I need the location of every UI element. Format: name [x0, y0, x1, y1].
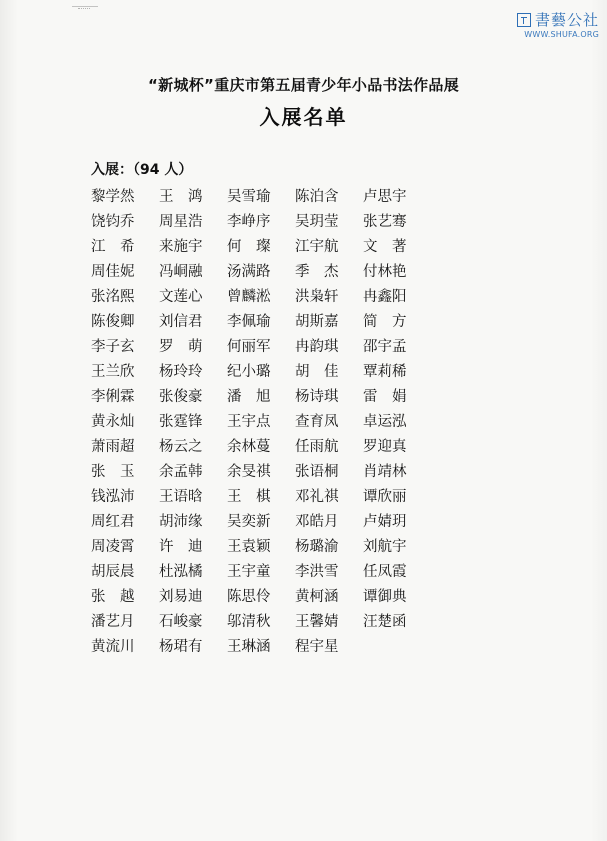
name-row [91, 259, 451, 284]
name-row [91, 609, 451, 634]
entrant-name: 付林艳 [363, 263, 407, 280]
entrant-name: 张 玉 [91, 463, 135, 480]
entrant-name: 杨珺有 [159, 638, 203, 655]
name-row [91, 559, 451, 584]
entrant-name: 王 鸿 [159, 188, 203, 205]
entrant-name: 简 方 [363, 313, 407, 330]
entrant-name: 谭欣丽 [363, 488, 407, 505]
name-row [91, 334, 451, 359]
name-row [91, 584, 451, 609]
entrant-name: 谭御典 [363, 588, 407, 605]
entrant-name: 文 著 [363, 238, 407, 255]
entrant-name: 王琳涵 [227, 638, 271, 655]
name-row [91, 634, 451, 659]
entrant-name: 胡斯嘉 [295, 313, 339, 330]
entrant-name: 李峥序 [227, 213, 271, 230]
entrant-name: 吴玥莹 [295, 213, 339, 230]
list-title: 入展名单 [259, 105, 348, 129]
entrant-name: 文莲心 [159, 288, 203, 305]
entrant-name: 余旻祺 [227, 463, 271, 480]
event-title: “新城杯”重庆市第五届青少年小品书法作品展 [147, 76, 460, 94]
entrant-name: 余孟韩 [159, 463, 203, 480]
entrant-name: 江宇航 [295, 238, 339, 255]
entrant-name: 任凤霞 [363, 563, 407, 580]
entrant-name: 曾麟淞 [227, 288, 271, 305]
entrant-name: 杨玲玲 [159, 363, 203, 380]
shufa-watermark [487, 10, 599, 40]
entrant-name: 雷 娟 [363, 388, 407, 405]
name-row [91, 434, 451, 459]
entrant-name: 陈俊卿 [91, 313, 135, 330]
entrant-name: 余林蔓 [227, 438, 271, 455]
entrant-name: 江 希 [91, 238, 135, 255]
entrant-name: 汤满路 [227, 263, 271, 280]
entrant-name: 何丽军 [227, 338, 271, 355]
entrant-name: 卢婧玥 [363, 513, 407, 530]
entrant-name: 杜泓橘 [159, 563, 203, 580]
name-row [91, 184, 451, 209]
entrant-name: 刘航宇 [363, 538, 407, 555]
entrant-name: 邬清秋 [227, 613, 271, 630]
entrant-name: 汪楚函 [363, 613, 407, 630]
entrant-name: 周星浩 [159, 213, 203, 230]
entrant-name: 王 棋 [227, 488, 271, 505]
entrant-name: 王语晗 [159, 488, 203, 505]
entrant-name: 黄柯涵 [295, 588, 339, 605]
entrant-name: 周佳妮 [91, 263, 135, 280]
entrant-name: 张语桐 [295, 463, 339, 480]
name-row [91, 384, 451, 409]
entrant-name: 萧雨超 [91, 438, 135, 455]
entrant-name: 饶钧乔 [91, 213, 135, 230]
entrant-name: 潘 旭 [227, 388, 271, 405]
entrant-name: 潘艺月 [91, 613, 135, 630]
entrant-name: 程宇星 [295, 638, 339, 655]
entrant-name: 邵宇孟 [363, 338, 407, 355]
entrant-name: 纪小璐 [227, 363, 271, 380]
entrant-name: 覃莉稀 [363, 363, 407, 380]
entrant-name: 邓皓月 [295, 513, 339, 530]
entrant-name: 李俐霖 [91, 388, 135, 405]
entrant-name: 张俊豪 [159, 388, 203, 405]
entrant-name: 刘易迪 [159, 588, 203, 605]
entrant-name: 胡沛缘 [159, 513, 203, 530]
entrant-name: 李佩瑜 [227, 313, 271, 330]
entrant-name: 李子玄 [91, 338, 135, 355]
entrant-name: 洪枭轩 [295, 288, 339, 305]
entrant-name: 杨璐渝 [295, 538, 339, 555]
entrant-name: 张艺骞 [363, 213, 407, 230]
entrant-name: 杨云之 [159, 438, 203, 455]
name-row [91, 509, 451, 534]
name-row [91, 209, 451, 234]
entrant-name: 陈泊含 [295, 188, 339, 205]
entrant-name: 肖靖林 [363, 463, 407, 480]
entrant-name: 卓运泓 [363, 413, 407, 430]
category-label: 入展：（94 人） [91, 162, 193, 178]
name-row [91, 284, 451, 309]
entrant-name: 张霆锋 [159, 413, 203, 430]
entrant-name: 李洪雪 [295, 563, 339, 580]
name-row [91, 359, 451, 384]
entrant-name-list [91, 184, 451, 659]
entrant-name: 任雨航 [295, 438, 339, 455]
entrant-name: 卢思宇 [363, 188, 407, 205]
entrant-name: 何 璨 [227, 238, 271, 255]
name-row [91, 409, 451, 434]
entrant-name: 来施宇 [159, 238, 203, 255]
watermark-url: WWW.SHUFA.ORG [524, 30, 599, 39]
entrant-name: 胡 佳 [295, 363, 339, 380]
entrant-name: 王袁颖 [227, 538, 271, 555]
entrant-name: 刘信君 [159, 313, 203, 330]
entrant-name: 冉鑫阳 [363, 288, 407, 305]
entrant-name: 王宇童 [227, 563, 271, 580]
entrant-name: 陈思伶 [227, 588, 271, 605]
entrant-name: 罗迎真 [363, 438, 407, 455]
entrant-name: 胡辰晨 [91, 563, 135, 580]
entrant-name: 黄永灿 [91, 413, 135, 430]
entrant-name: 张洺熙 [91, 288, 135, 305]
entrant-name: 杨诗琪 [295, 388, 339, 405]
name-row [91, 534, 451, 559]
entrant-name: 王兰欣 [91, 363, 135, 380]
scan-mark [72, 6, 98, 14]
name-row [91, 234, 451, 259]
entrant-name: 查育凤 [295, 413, 339, 430]
entrant-name: 季 杰 [295, 263, 339, 280]
entrant-name: 许 迪 [159, 538, 203, 555]
entrant-name: 吴雪瑜 [227, 188, 271, 205]
seal-icon [517, 13, 531, 27]
entrant-name: 罗 萌 [159, 338, 203, 355]
entrant-name: 吴奕新 [227, 513, 271, 530]
watermark-logo: 書藝公社 [534, 11, 599, 29]
entrant-name: 石峻豪 [159, 613, 203, 630]
entrant-name: 邓礼祺 [295, 488, 339, 505]
entrant-name: 黎学然 [91, 188, 135, 205]
name-row [91, 484, 451, 509]
name-row [91, 459, 451, 484]
entrant-name: 张 越 [91, 588, 135, 605]
entrant-name: 冯峒融 [159, 263, 203, 280]
entrant-name: 王宇点 [227, 413, 271, 430]
name-row [91, 309, 451, 334]
entrant-name: 周红君 [91, 513, 135, 530]
entrant-name: 黄流川 [91, 638, 135, 655]
entrant-name: 冉韵琪 [295, 338, 339, 355]
entrant-name: 钱泓沛 [91, 488, 135, 505]
entrant-name: 王馨婧 [295, 613, 339, 630]
entrant-name: 周凌霄 [91, 538, 135, 555]
